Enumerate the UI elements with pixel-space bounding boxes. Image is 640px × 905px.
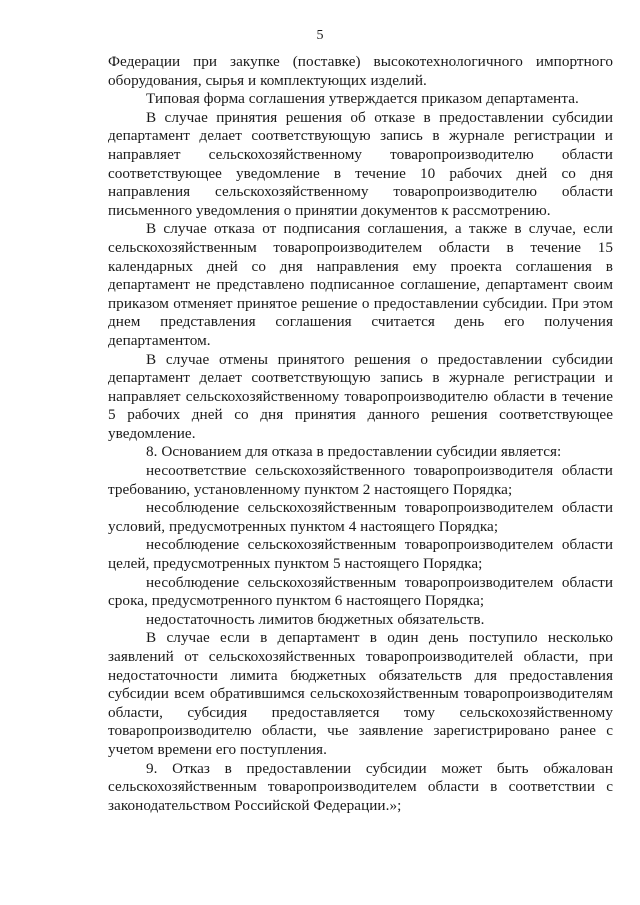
paragraph: В случае принятия решения об отказе в предоставлении субсидии департамент делает соответствующую запись в журнале регистрации и направляет сельскохозяйственному товаропроизводителю области соответствующее уведомление в течение 10 рабочих дней со дня направления сельскохозяйственному товаропроизводителю области письменного уведомления о принятии документов к рассмотрению. [108, 108, 613, 219]
document-body [108, 53, 613, 815]
paragraph: В случае отмены принятого решения о предоставлении субсидии департамент делает соответствующую запись в журнале регистрации и направляет сельскохозяйственному товаропроизводителю области в течение 5 рабочих дней со дня принятия данного решения соответствующее уведомление. [108, 350, 613, 442]
paragraph: В случае если в департамент в один день поступило несколько заявлений от сельскохозяйственных товаропроизводителей области, при недостаточности лимита бюджетных обязательств для предоставления субсидии всем обратившимся сельскохозяйственным товаропроизводителям области, субсидия предоставляется тому сельскохозяйственному товаропроизводителю области, чье заявление зарегистрировано ранее с учетом времени его поступления. [108, 629, 613, 758]
list-item: несоблюдение сельскохозяйственным товаропроизводителем области условий, предусмотренных пунктом 4 настоящего Порядка; [108, 499, 613, 535]
page-number: 5 [316, 28, 324, 43]
list-item: несоответствие сельскохозяйственного товаропроизводителя области требованию, установленному пунктом 2 настоящего Порядка; [108, 462, 613, 498]
paragraph: 9. Отказ в предоставлении субсидии может быть обжалован сельскохозяйственным товаропроизводителем области в соответствии с законодательством Российской Федерации.»; [108, 759, 613, 814]
list-item: несоблюдение сельскохозяйственным товаропроизводителем области целей, предусмотренных пунктом 5 настоящего Порядка; [108, 536, 613, 573]
paragraph: Федерации при закупке (поставке) высокотехнологичного импортного оборудования, сырья и комплектующих изделий. [108, 53, 613, 89]
paragraph: 8. Основанием для отказа в предоставлении субсидии является: [146, 443, 562, 461]
paragraph: Типовая форма соглашения утверждается приказом департамента. [146, 90, 579, 108]
paragraph: В случае отказа от подписания соглашения, а также в случае, если сельскохозяйственным товаропроизводителем области в течение 15 календарных дней со дня направления ему проекта соглашения в департамент не представлено подписанное соглашение, департамент своим приказом отменяет принятое решение о предоставлении субсидии. При этом днем представления соглашения считается день его получения департаментом. [108, 220, 613, 349]
list-item: несоблюдение сельскохозяйственным товаропроизводителем области срока, предусмотренного пунктом 6 настоящего Порядка; [108, 573, 613, 610]
list-item: недостаточность лимитов бюджетных обязательств. [146, 610, 485, 628]
